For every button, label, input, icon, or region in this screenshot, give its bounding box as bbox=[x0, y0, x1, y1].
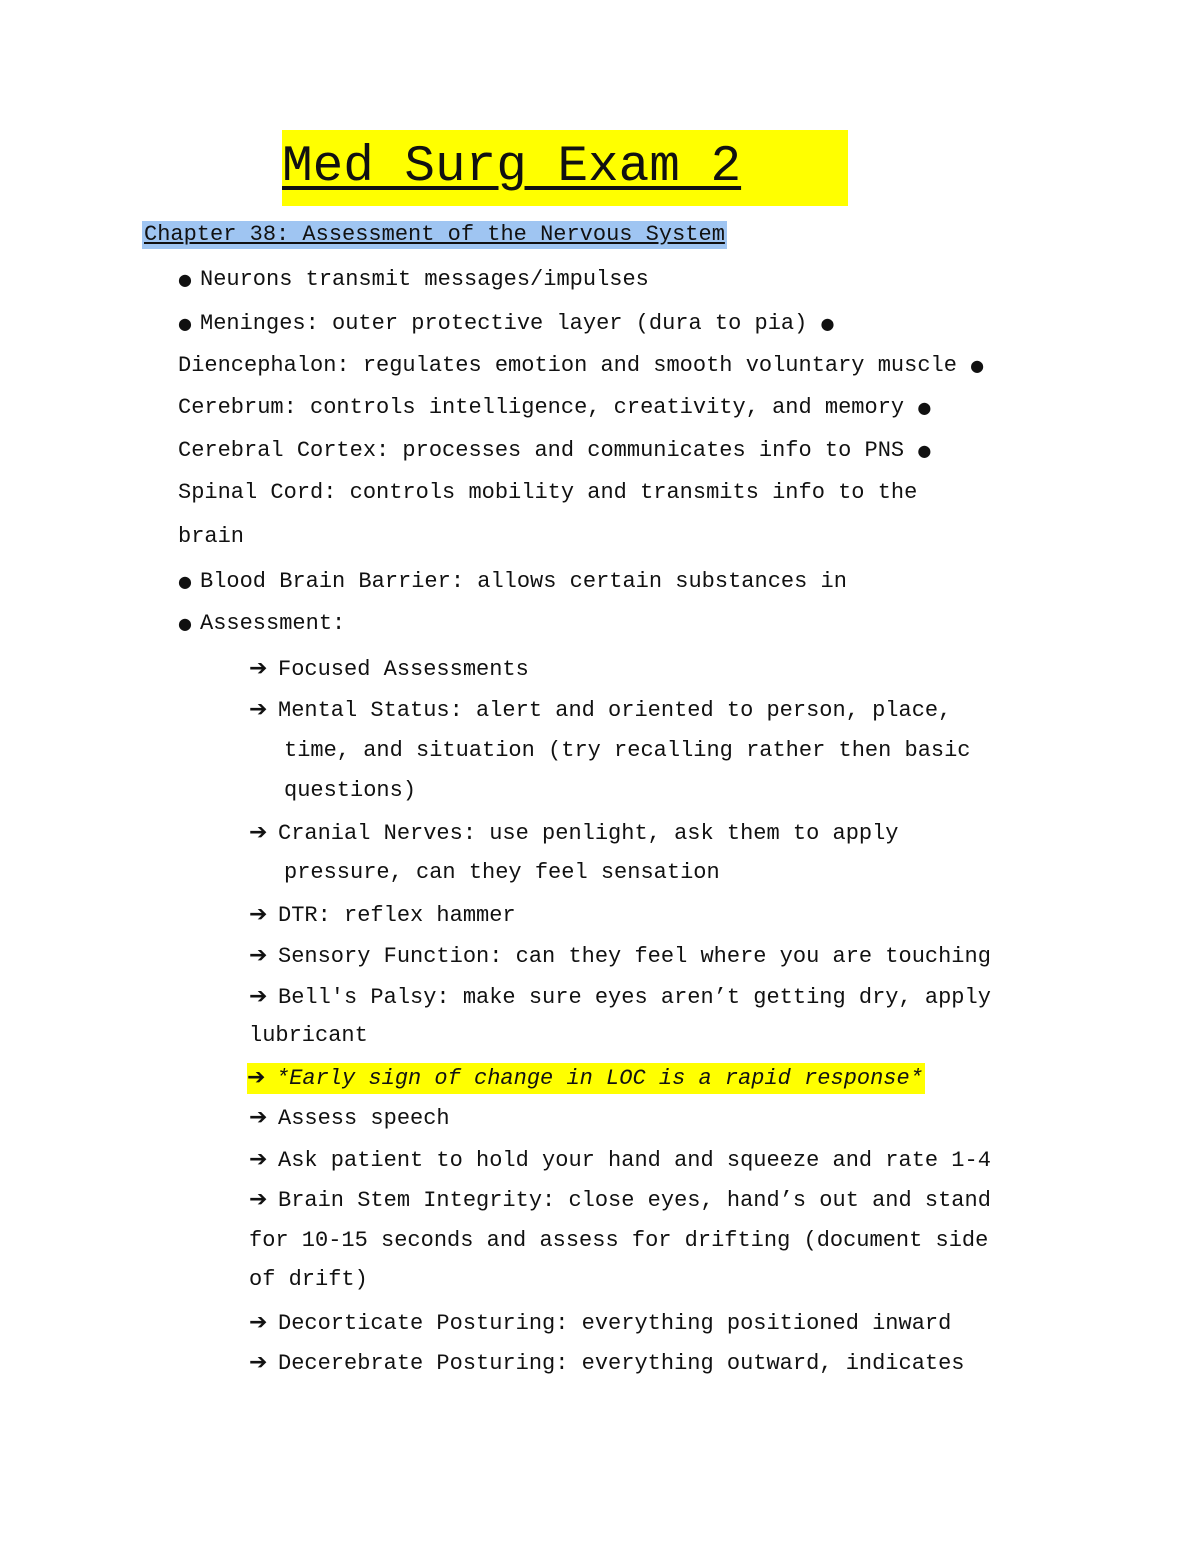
arrow-continuation: of drift) bbox=[249, 1267, 368, 1292]
bullet-icon: ● bbox=[917, 441, 932, 460]
bullet-icon: ● bbox=[178, 614, 192, 633]
arrow-item bbox=[249, 654, 529, 685]
highlighted-arrow-item bbox=[247, 1063, 925, 1094]
arrow-item bbox=[249, 982, 991, 1013]
arrow-continuation: lubricant bbox=[249, 1023, 368, 1048]
arrow-continuation: time, and situation (try recalling rather then basic bbox=[284, 738, 971, 763]
arrow-icon: ➔ bbox=[249, 902, 268, 927]
bullet-text: Diencephalon: regulates emotion and smooth voluntary muscle bbox=[178, 353, 957, 378]
bullet-item bbox=[178, 309, 843, 339]
arrow-icon: ➔ bbox=[249, 943, 268, 968]
arrow-item bbox=[249, 818, 899, 849]
bullet-icon: ● bbox=[178, 314, 192, 333]
arrow-icon: ➔ bbox=[249, 1350, 268, 1375]
arrow-text: Sensory Function: can they feel where you are touching bbox=[278, 944, 991, 969]
bullet-text: Cerebrum: controls intelligence, creativity, and memory bbox=[178, 395, 905, 420]
bullet-continuation: brain bbox=[178, 524, 245, 549]
arrow-text: Focused Assessments bbox=[278, 657, 529, 682]
arrow-text: Assess speech bbox=[278, 1106, 450, 1131]
arrow-icon: ➔ bbox=[249, 820, 268, 845]
arrow-text: Decorticate Posturing: everything positioned inward bbox=[278, 1311, 952, 1336]
arrow-item bbox=[249, 1308, 951, 1339]
arrow-text: Decerebrate Posturing: everything outward, indicates bbox=[278, 1351, 965, 1376]
arrow-icon: ➔ bbox=[249, 1105, 268, 1130]
bullet-icon: ● bbox=[917, 398, 932, 417]
arrow-icon: ➔ bbox=[249, 656, 268, 681]
bullet-item bbox=[178, 609, 345, 639]
arrow-item bbox=[249, 1185, 991, 1216]
bullet-item bbox=[178, 393, 939, 423]
bullet-item bbox=[178, 351, 992, 381]
arrow-icon: ➔ bbox=[249, 1187, 268, 1212]
chapter-heading: Chapter 38: Assessment of the Nervous System bbox=[144, 222, 725, 247]
arrow-icon: ➔ bbox=[249, 1310, 268, 1335]
bullet-text: Cerebral Cortex: processes and communicates info to PNS bbox=[178, 438, 905, 463]
arrow-item bbox=[249, 1145, 991, 1176]
arrow-continuation: for 10-15 seconds and assess for drifting (document side bbox=[249, 1228, 989, 1253]
arrow-continuation: questions) bbox=[284, 778, 417, 803]
arrow-continuation: pressure, can they feel sensation bbox=[284, 860, 720, 885]
bullet-item bbox=[178, 265, 649, 295]
bullet-icon: ● bbox=[178, 572, 192, 591]
document-title: Med Surg Exam 2 bbox=[282, 130, 848, 206]
arrow-text: DTR: reflex hammer bbox=[278, 903, 516, 928]
bullet-icon: ● bbox=[178, 270, 192, 289]
arrow-text: *Early sign of change in LOC is a rapid response* bbox=[276, 1066, 923, 1091]
arrow-text: Brain Stem Integrity: close eyes, hand’s out and stand bbox=[278, 1188, 991, 1213]
arrow-item bbox=[249, 941, 991, 972]
arrow-item bbox=[249, 695, 951, 726]
arrow-item bbox=[249, 1103, 450, 1134]
bullet-text: Assessment: bbox=[200, 611, 346, 636]
bullet-icon: ● bbox=[820, 314, 835, 333]
arrow-item bbox=[249, 1348, 965, 1379]
bullet-text: Neurons transmit messages/impulses bbox=[200, 267, 649, 292]
bullet-text: Spinal Cord: controls mobility and transmits info to the bbox=[178, 480, 918, 505]
arrow-icon: ➔ bbox=[247, 1065, 266, 1090]
bullet-item bbox=[178, 436, 939, 466]
bullet-icon: ● bbox=[970, 356, 985, 375]
arrow-item bbox=[249, 900, 516, 931]
arrow-text: Mental Status: alert and oriented to person, place, bbox=[278, 698, 952, 723]
arrow-icon: ➔ bbox=[249, 984, 268, 1009]
arrow-text: Cranial Nerves: use penlight, ask them to apply bbox=[278, 821, 899, 846]
arrow-icon: ➔ bbox=[249, 697, 268, 722]
bullet-item bbox=[178, 478, 917, 508]
bullet-text: Meninges: outer protective layer (dura to pia) bbox=[200, 311, 808, 336]
arrow-icon: ➔ bbox=[249, 1147, 268, 1172]
arrow-text: Ask patient to hold your hand and squeeze and rate 1-4 bbox=[278, 1148, 991, 1173]
bullet-text: Blood Brain Barrier: allows certain substances in bbox=[200, 569, 847, 594]
bullet-item bbox=[178, 567, 847, 597]
arrow-text: Bell's Palsy: make sure eyes aren’t getting dry, apply bbox=[278, 985, 991, 1010]
